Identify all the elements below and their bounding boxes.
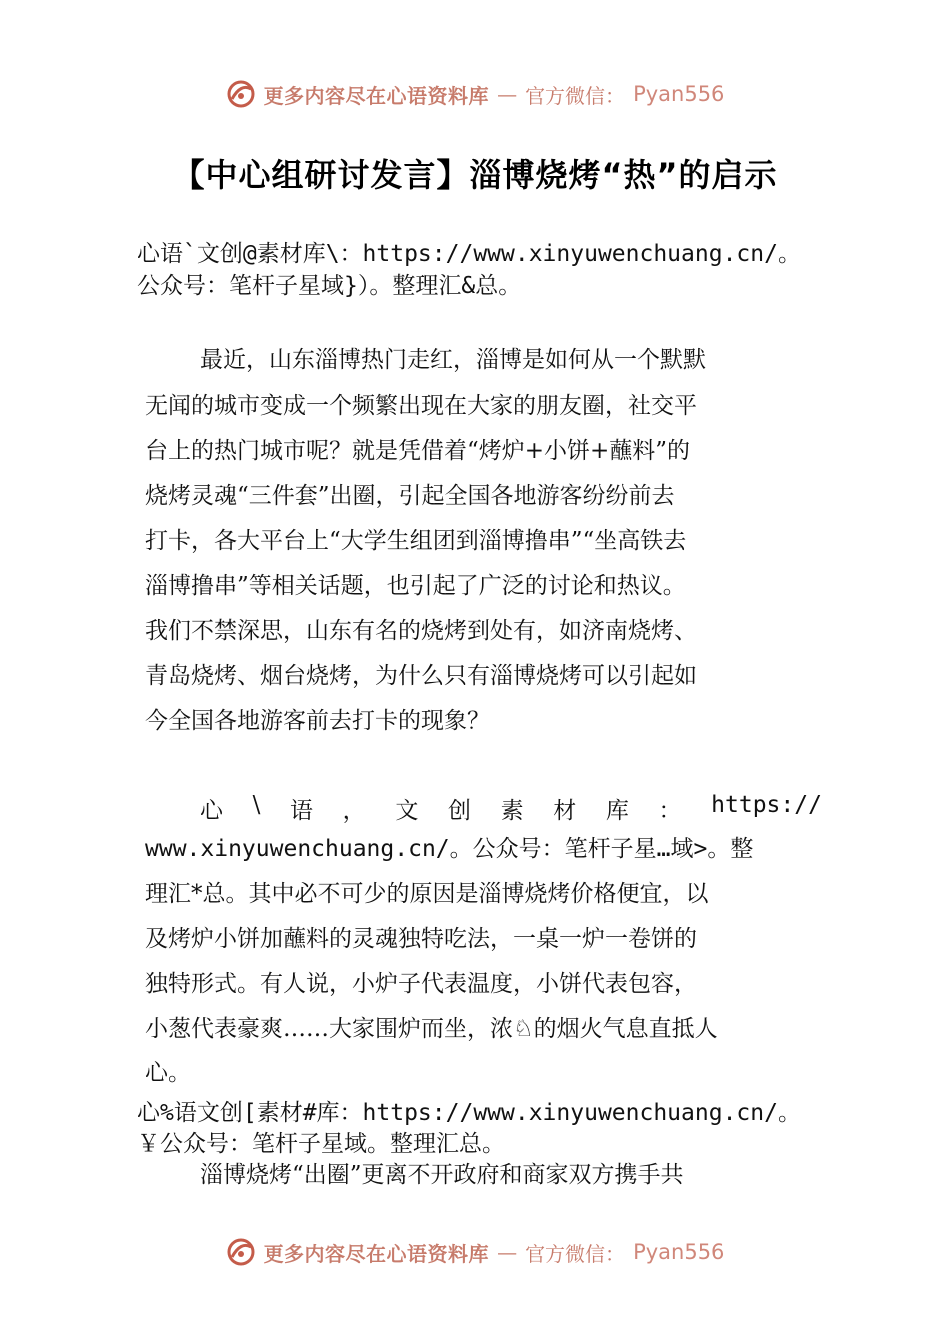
intro-line: 心语`文创@素材库\：https://www.xinyuwenchuang.cn/。 [137,241,801,267]
banner-wechat-id: Pyan556 [633,1240,725,1264]
spaced-char: 素 [500,798,524,824]
spaced-char: 文 [395,798,419,824]
spaced-char: ： [658,798,682,824]
paragraph-line: 心。 [145,1060,191,1086]
paragraph-line: www.xinyuwenchuang.cn/。公众号：笔杆子星…域>。整 [145,836,754,862]
spaced-char: \ [252,792,261,818]
banner-main-text: 更多内容尽在心语资料库 [263,1241,490,1266]
paragraph-line: 淄博撸串”等相关话题，也引起了广泛的讨论和热议。 [145,573,686,599]
brand-logo-icon [226,79,256,109]
spaced-source-line [200,792,822,825]
spaced-char: ， [342,798,366,824]
paragraph-line: 独特形式。有人说，小炉子代表温度，小饼代表包容， [145,971,697,997]
footer-watermark-banner [0,1232,950,1272]
banner-wechat-label: 官方微信： [525,83,626,108]
paragraph-line: 小葱代表豪爽……大家围炉而坐，浓♘的烟火气息直抵人 [145,1016,718,1042]
document-title: 【中心组研讨发言】淄博烧烤“热”的启示 [172,156,778,194]
paragraph-line: 无闻的城市变成一个频繁出现在大家的朋友圈，社交平 [145,393,697,419]
banner-separator: — [497,82,518,106]
intro-line: 公众号：笔杆子星域}）。整理汇&总。 [137,273,522,299]
spaced-char: 库 [605,798,629,824]
banner-main-text: 更多内容尽在心语资料库 [263,83,490,108]
paragraph-line: 淄博烧烤“出圈”更离不开政府和商家双方携手共 [200,1162,684,1188]
paragraph-line: 今全国各地游客前去打卡的现象？ [145,708,490,734]
source-line: ￥公众号：笔杆子星域。整理汇总。 [137,1131,505,1157]
banner-wechat-id: Pyan556 [633,82,725,106]
spaced-char: 语 [290,798,314,824]
paragraph-line: 青岛烧烤、烟台烧烤，为什么只有淄博烧烤可以引起如 [145,663,697,689]
paragraph-line: 台上的热门城市呢？就是凭借着“烤炉+小饼+蘸料”的 [145,438,691,464]
spaced-char: 材 [553,798,577,824]
paragraph-line: 及烤炉小饼加蘸料的灵魂独特吃法，一桌一炉一卷饼的 [145,926,697,952]
banner-wechat-label: 官方微信： [525,1241,626,1266]
paragraph-line: 我们不禁深思，山东有名的烧烤到处有，如济南烧烤、 [145,618,697,644]
paragraph-line: 理汇*总。其中必不可少的原因是淄博烧烤价格便宜，以 [145,881,709,907]
paragraph-line: 打卡，各大平台上“大学生组团到淄博撸串”“坐高铁去 [145,528,687,554]
header-watermark-banner [0,74,950,114]
brand-logo-icon [226,1237,256,1267]
paragraph-line: 最近，山东淄博热门走红，淄博是如何从一个默默 [200,347,706,373]
spaced-char: 创 [447,798,471,824]
banner-separator: — [497,1240,518,1264]
paragraph-line: 烧烤灵魂“三件套”出圈，引起全国各地游客纷纷前去 [145,483,675,509]
source-line: 心%语文创[素材#库：https://www.xinyuwenchuang.cn/。 [137,1100,801,1126]
spaced-url-fragment: https:// [711,792,822,818]
spaced-char: 心 [200,798,223,824]
